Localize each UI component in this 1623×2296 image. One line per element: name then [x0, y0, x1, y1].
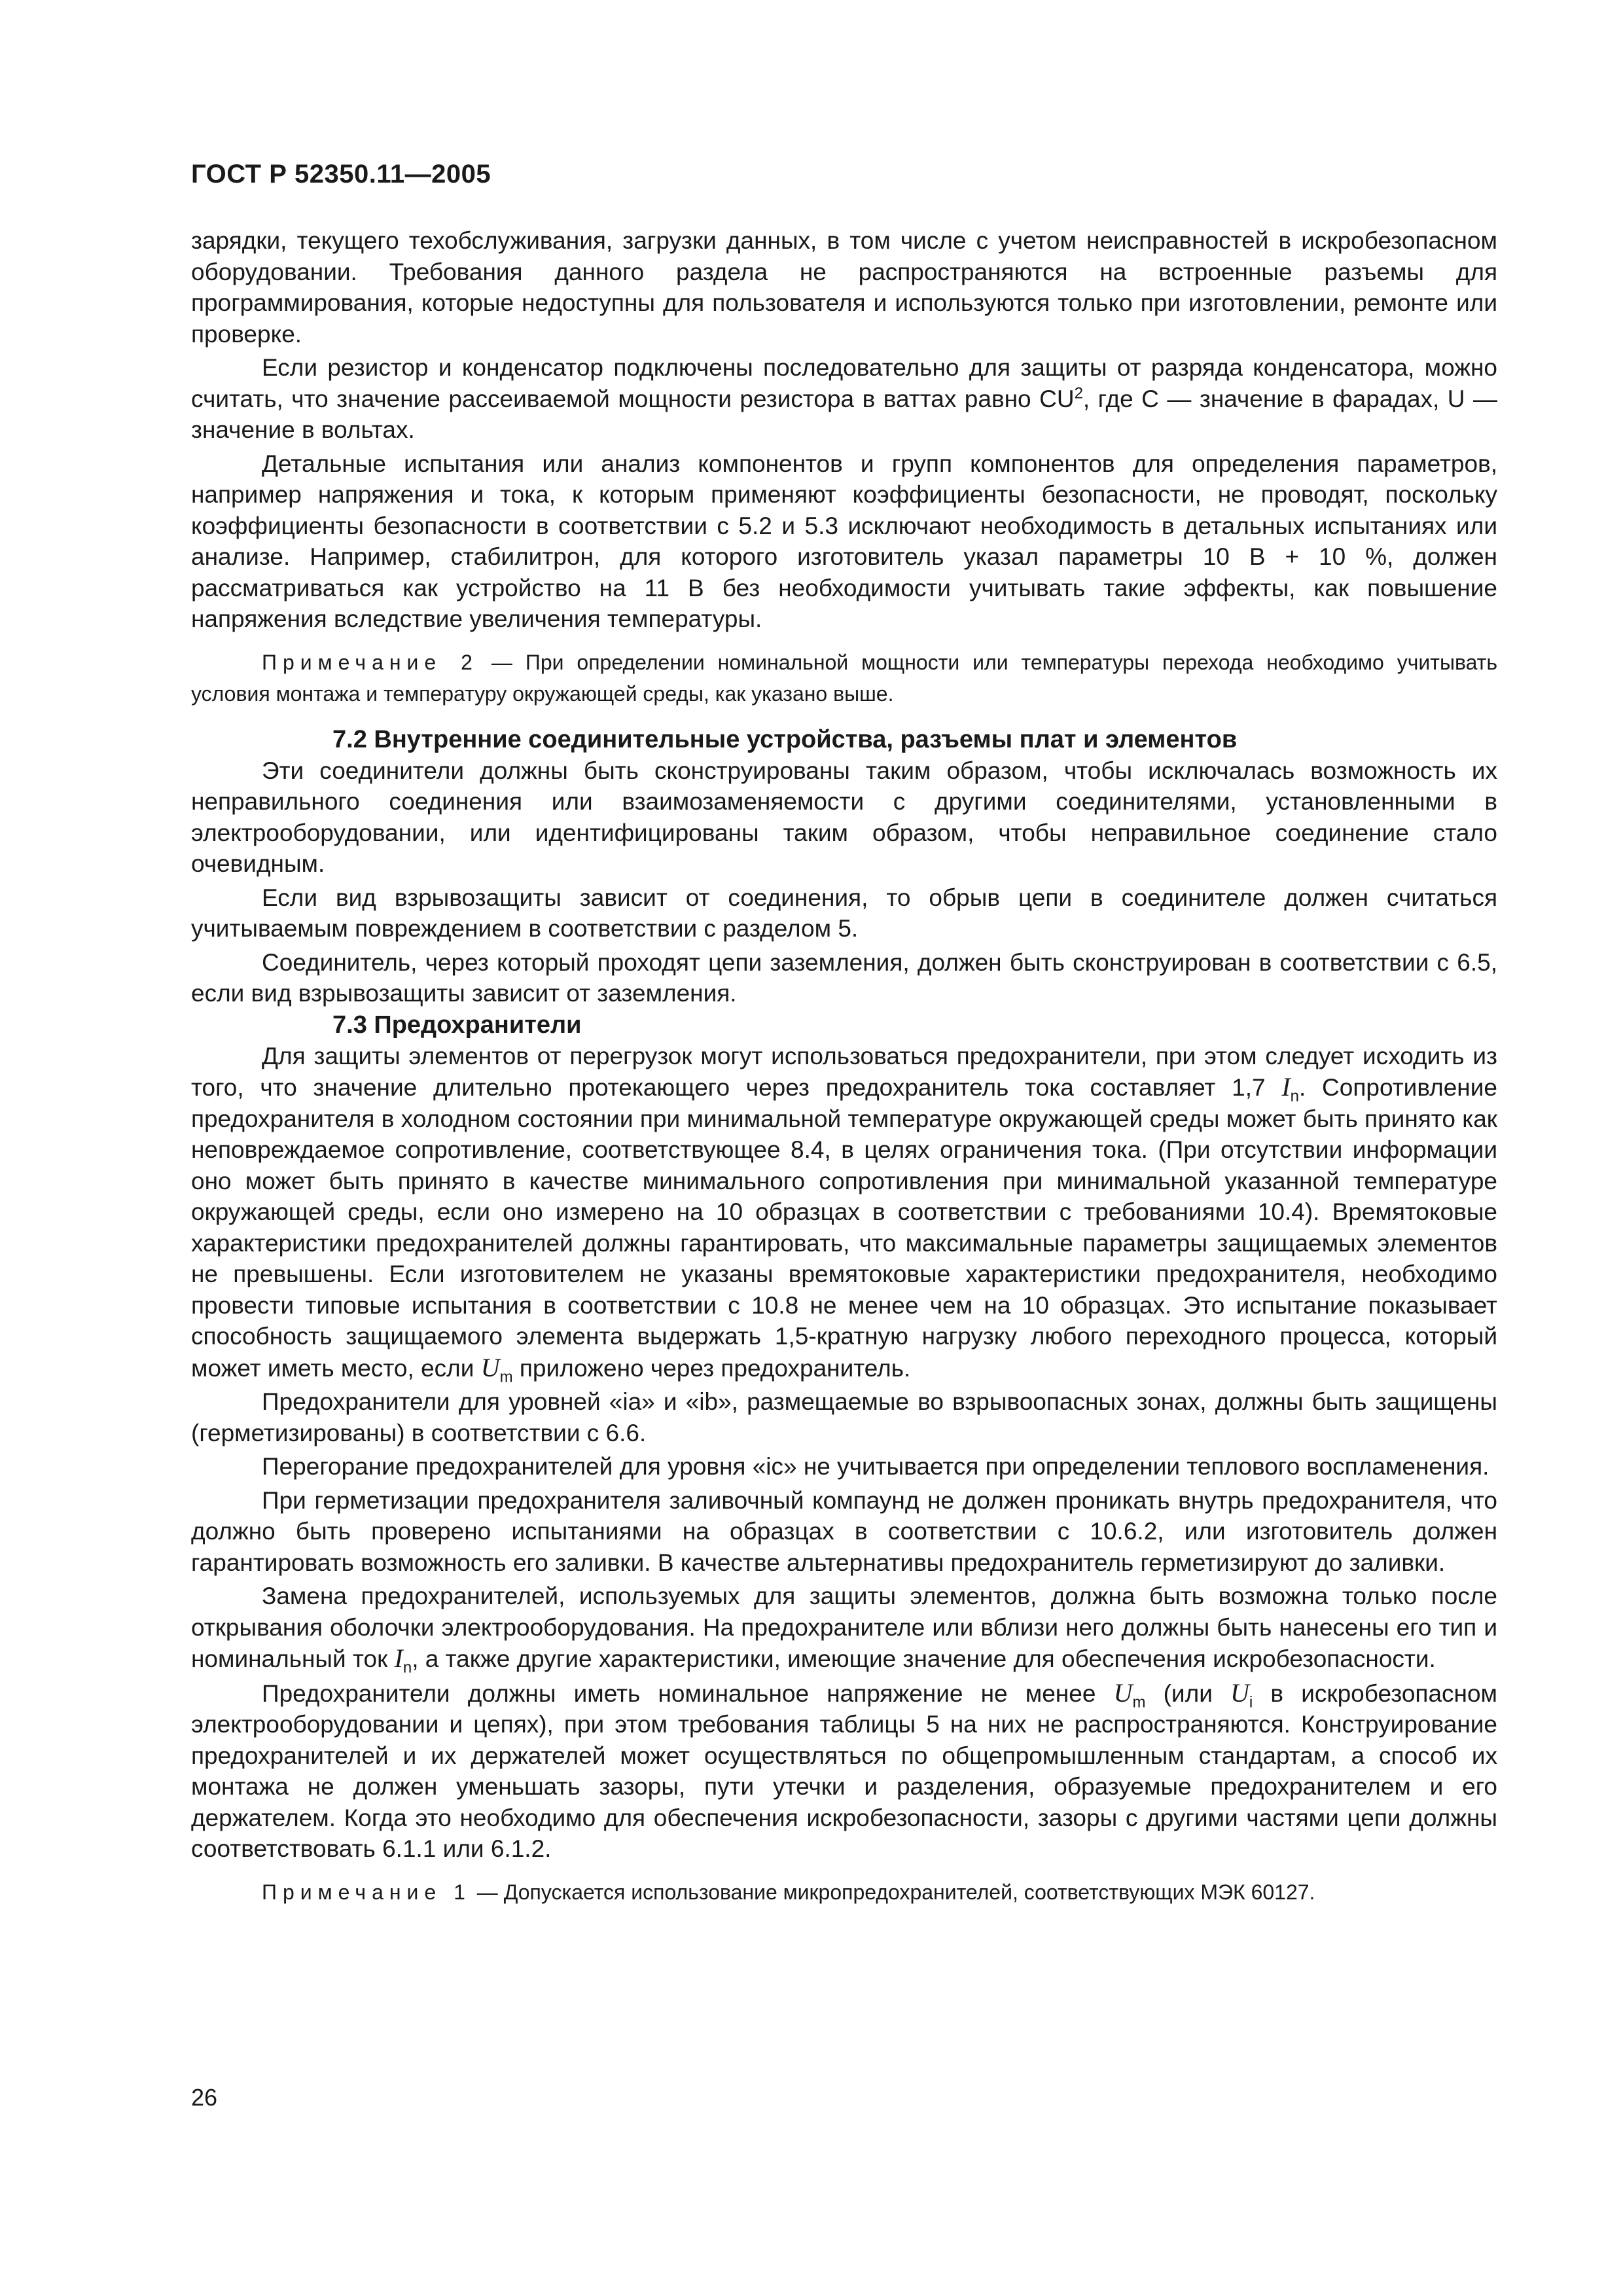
- note-label: Примечание 1: [262, 1880, 471, 1904]
- paragraph-7-3-3: Перегорание предохранителей для уровня «ic» не учитывается при определении теплового воспламенения.: [262, 1453, 1489, 1480]
- paragraph-continuation: зарядки, текущего техобслуживания, загрузки данных, в том числе с учетом неисправностей в искробезопасном оборудовании. Требования данного раздела не распространяются на встроенные разъемы для программирования, которые недоступны для пользователя и используются только при изготовлении, ремонте или проверке.: [191, 227, 1497, 348]
- paragraph-7-2-3: Соединитель, через который проходят цепи заземления, должен быть сконструирован в соответствии с 6.5, если вид взрывозащиты зависит от заземления.: [191, 948, 1497, 1007]
- note-1: Примечание 1 — Допускается использование микропредохранителей, соответствующих МЭК 60127.: [262, 1880, 1315, 1904]
- paragraph-7-3-2: Предохранители для уровней «ia» и «ib», размещаемые во взрывоопасных зонах, должны быть защищены (герметизированы) в соответствии с 6.6.: [191, 1388, 1497, 1446]
- page-number: 26: [191, 2084, 218, 2111]
- section-heading-7-2: 7.2 Внутренние соединительные устройства, разъемы плат и элементов: [332, 725, 1238, 753]
- paragraph-resistor-capacitor: Если резистор и конденсатор подключены последовательно для защиты от разряда конденсатора, можно считать, что значение рассеиваемой мощности резистора в ваттах равно $CU^2$, где C — значение в фарадах, U — значение в вольтах.: [191, 354, 1497, 443]
- paragraph-7-2-2: Если вид взрывозащиты зависит от соединения, то обрыв цепи в соединителе должен считаться учитываемым повреждением в соответствии с разделом 5.: [191, 884, 1497, 942]
- document-header: ГОСТ Р 52350.11—2005: [191, 160, 491, 188]
- paragraph-7-3-1: Для защиты элементов от перегрузок могут использоваться предохранители, при этом следует исходить из того, что значение длительно протекающего через предохранитель тока составляет 1,7 $I_n$. Сопротивление предохранителя в холодном состоянии при минимальной температуре окружающей среды может быть принято как неповреждаемое сопротивление, соответствующее 8.4, в целях ограничения тока. (При отсутствии информации оно может быть принято в качестве минимального сопротивления при минимальной указанной температуре окружающей среды, если оно измерено на 10 образцах в соответствии с требованиями 10.4). Времятоковые характеристики предохранителей должны гарантировать, что максимальные параметры защищаемых элементов не превышены. Если изготовителем не указаны времятоковые характеристики предохранителя, необходимо провести типовые испытания в соответствии с 10.8 не менее чем на 10 образцах. Это испытание показывает способность защищаемого элемента выдержать 1,5-кратную нагрузку любого переходного процесса, который может иметь место, если $U_m$ приложено через предохранитель.: [191, 1042, 1497, 1386]
- paragraph-detailed-tests: Детальные испытания или анализ компонентов и групп компонентов для определения параметров, например напряжения и тока, к которым применяют коэффициенты безопасности, не проводят, поскольку коэффициенты безопасности в соответствии с 5.2 и 5.3 исключают необходимость в детальных испытаниях или анализе. Например, стабилитрон, для которого изготовитель указал параметры 10 В + 10 %, должен рассматриваться как устройство на 11 В без необходимости учитывать такие эффекты, как повышение напряжения вследствие увеличения температуры.: [191, 450, 1497, 632]
- note-2: Примечание 2 — При определении номинальной мощности или температуры перехода необходимо учитывать условия монтажа и температуру окружающей среды, как указано выше.: [191, 650, 1498, 706]
- paragraph-7-3-5: Замена предохранителей, используемых для защиты элементов, должна быть возможна только после открывания оболочки электрооборудования. На предохранителе или вблизи него должны быть нанесены его тип и номинальный ток $I_n$, а также другие характеристики, имеющие значение для обеспечения искробезопасности.: [191, 1583, 1497, 1677]
- note-label: Примечание 2: [262, 650, 478, 674]
- paragraph-7-3-6: Предохранители должны иметь номинальное напряжение не менее $U_m$ (или $U_i$ в искробезопасном электрооборудовании и цепях), при этом требования таблицы 5 на них не распространяются. Конструирование предохранителей и их держателей может осуществляться по общепромышленным стандартам, а способ их монтажа не должен уменьшать зазоры, пути утечки и разделения, образуемые предохранителем и его держателем. Когда это необходимо для обеспечения искробезопасности, зазоры с другими частями цепи должны соответствовать 6.1.1 или 6.1.2.: [191, 1677, 1497, 1862]
- paragraph-7-2-1: Эти соединители должны быть сконструированы таким образом, чтобы исключалась возможность их неправильного соединения или взаимозаменяемости с другими соединителями, установленными в электрооборудовании, или идентифицированы таким образом, чтобы неправильное соединение стало очевидным.: [191, 757, 1497, 877]
- paragraph-7-3-4: При герметизации предохранителя заливочный компаунд не должен проникать внутрь предохранителя, что должно быть проверено испытаниями на образцах в соответствии с 10.6.2, или изготовитель должен гарантировать возможность его заливки. В качестве альтернативы предохранитель герметизируют до заливки.: [191, 1486, 1497, 1576]
- section-heading-7-3: 7.3 Предохранители: [332, 1011, 582, 1039]
- document-body: [191, 225, 1497, 1922]
